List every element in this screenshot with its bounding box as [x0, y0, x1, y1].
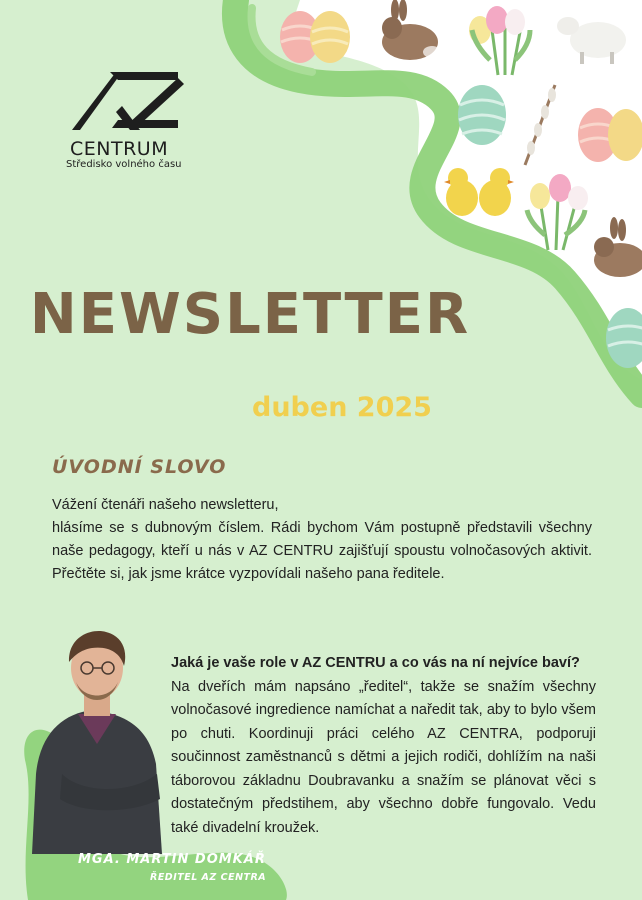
az-centrum-logo: [66, 64, 186, 144]
interview-answer: Na dveřích mám napsáno „ředitel“, takže se snažím všechny volnočasové ingredience namíchat a naředit tak, aby to bylo všem po chuti. Koordinuji práci celého AZ CENTRA, podporuji součinnost zaměstnanců s dětmi a jejich rodiči, dohlížím na naši táborovou základnu Doubravanku a snažím se plánovat věci s dostatečným předstihem, aby všechno dobře fungovalo. Vedu také divadelní kroužek.: [171, 678, 596, 836]
interview-block: [171, 652, 596, 840]
interview-question: Jaká je vaše role v AZ CENTRU a co vás na ní nejvíce baví?: [171, 655, 580, 671]
intro-text: [52, 494, 592, 586]
logo-name: CENTRUM: [70, 138, 169, 160]
issue-date: duben 2025: [252, 392, 432, 423]
section-heading: ÚVODNÍ SLOVO: [52, 456, 227, 478]
logo-tagline: Středisko volného času: [66, 159, 182, 170]
egg-icon: [458, 85, 506, 145]
eggs-icon: [578, 108, 642, 162]
intro-paragraph: hlásíme se s dubnovým číslem. Rádi bychom Vám postupně představili všechny naše pedagogy, kteří u nás v AZ CENTRU zajišťují spoustu volnočasových aktivit. Přečtěte si, jak jsme krátce vyzpovídali našeho pana ředitele.: [52, 520, 592, 582]
newsletter-title: NEWSLETTER: [29, 282, 471, 347]
director-role: ŘEDITEL AZ CENTRA: [150, 872, 267, 883]
intro-salutation: Vážení čtenáři našeho newsletteru,: [52, 497, 279, 513]
director-portrait: [22, 624, 172, 854]
director-name: MGA. MARTIN DOMKÁŘ: [78, 852, 266, 867]
